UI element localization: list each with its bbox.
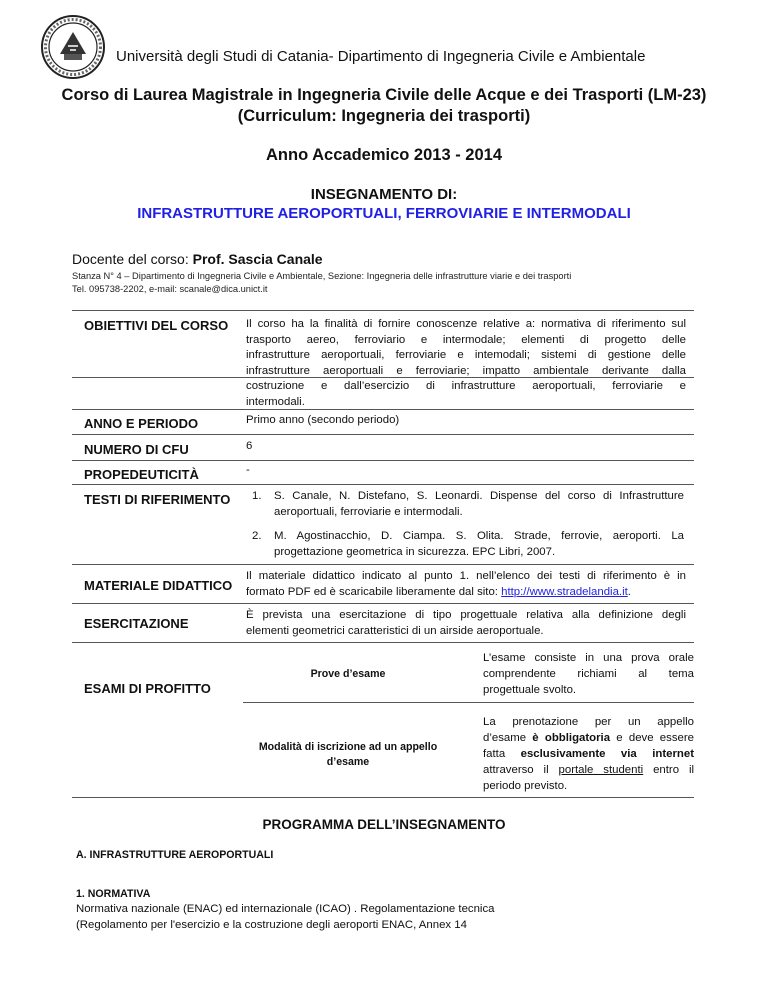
programma-line: (Regolamento per l'esercizio e la costruzione degli aeroporti ENAC, Annex 14 — [76, 919, 467, 931]
obiettivi-line: Il corso ha la finalità di fornire conoscenze relative a: normativa di riferimento sul — [246, 318, 686, 330]
testi-line: progettazione geometrica in sicurezza. EPC Libri, 2007. — [274, 545, 556, 558]
iscrizione-label-line: d’esame — [326, 756, 370, 768]
obiettivi-label: OBIETTIVI DEL CORSO — [84, 318, 229, 333]
cfu-value: 6 — [246, 440, 253, 452]
academic-year: Anno Accademico 2013 - 2014 — [266, 146, 502, 164]
row-divider — [72, 409, 694, 410]
teacher-prefix: Docente del corso: — [72, 251, 193, 267]
curriculum-title: (Curriculum: Ingegneria dei trasporti) — [237, 107, 531, 125]
section-a-title: A. INFRASTRUTTURE AEROPORTUALI — [76, 849, 274, 861]
iscrizione-label — [243, 740, 453, 770]
testi-line: M. Agostinacchio, D. Ciampa. S. Olita. Strade, ferrovie, aeroporti. La — [274, 530, 684, 542]
teacher-contact: Tel. 095738-2202, e-mail: scanale@dica.unict.it — [72, 284, 268, 294]
list-number: 1. — [252, 490, 262, 502]
insegnamento-name: INFRASTRUTTURE AEROPORTUALI, FERROVIARIE E INTERMODALI — [137, 205, 631, 222]
university-seal-icon — [40, 14, 106, 80]
esercitazione-label: ESERCITAZIONE — [84, 616, 189, 631]
iscr-text: d’esame — [483, 732, 533, 744]
list-number: 2. — [252, 530, 262, 542]
materiale-line — [246, 585, 686, 601]
teacher-name: Prof. Sascia Canale — [192, 251, 323, 267]
esercitazione-line: elementi geometrici caratteristici di un airside aeroportuale. — [246, 624, 544, 637]
teacher-office: Stanza N° 4 – Dipartimento di Ingegneria Civile e Ambientale, Sezione: Ingegneria delle infrastrutture viarie e dei trasporti — [72, 271, 572, 281]
anno-value: Primo anno (secondo periodo) — [246, 414, 400, 426]
row-divider — [72, 642, 694, 643]
prove-line: progettuale svolto. — [483, 684, 577, 696]
obiettivi-line: infrastrutture aeroportuali e ferroviarie; impatto ambientale derivante dalla — [246, 364, 686, 377]
programma-title: PROGRAMMA DELL’INSEGNAMENTO — [262, 817, 506, 832]
materiale-label: MATERIALE DIDATTICO — [84, 578, 233, 593]
portale-studenti: portale studenti — [558, 764, 644, 776]
iscr-text: fatta — [483, 748, 521, 760]
iscrizione-line: La prenotazione per un appello — [483, 716, 694, 728]
obiettivi-line: intermodali. — [246, 395, 305, 408]
iscr-text: attraverso il — [483, 764, 559, 776]
insegnamento-label: INSEGNAMENTO DI: — [310, 186, 458, 203]
testi-label: TESTI DI RIFERIMENTO — [84, 492, 231, 507]
testi-line: S. Canale, N. Distefano, S. Leonardi. Dispense del corso di Infrastrutture — [274, 490, 684, 502]
obiettivi-text — [246, 317, 686, 410]
materiale-prefix: formato PDF ed è scaricabile liberamente dal sito: — [246, 585, 502, 598]
iscrizione-label-line: Modalità di iscrizione ad un appello — [258, 741, 438, 753]
obiettivi-line: infrastrutture aeroportuali, ferroviarie e intemodali; sistemi di gestione delle — [246, 349, 686, 361]
page-header — [40, 8, 740, 92]
esami-label: ESAMI DI PROFITTO — [84, 681, 211, 696]
row-divider — [72, 603, 694, 604]
anno-label: ANNO E PERIODO — [84, 416, 199, 431]
materiale-line: Il materiale didattico indicato al punto 1. nell’elenco dei testi di riferimento è in — [246, 570, 686, 582]
row-divider — [72, 460, 694, 461]
iscr-bold: esclusivamente via internet — [520, 748, 694, 760]
normativa-title: 1. NORMATIVA — [76, 888, 151, 900]
iscrizione-line — [483, 730, 694, 746]
cfu-label: NUMERO DI CFU — [84, 442, 189, 457]
iscrizione-text — [483, 714, 694, 794]
iscrizione-line — [483, 762, 694, 778]
propedeuticita-label: PROPEDEUTICITÀ — [84, 467, 199, 482]
row-divider — [72, 484, 694, 485]
prove-text — [483, 650, 694, 698]
university-department-line: Università degli Studi di Catania- Dipartimento di Ingegneria Civile e Ambientale — [116, 48, 646, 65]
esercitazione-text — [246, 608, 686, 639]
course-title: Corso di Laurea Magistrale in Ingegneria Civile delle Acque e dei Trasporti (LM-23) — [61, 86, 707, 104]
programma-line: Normativa nazionale (ENAC) ed internazionale (ICAO) . Regolamentazione tecnica — [76, 903, 495, 915]
iscr-text: e deve essere — [610, 732, 694, 744]
obiettivi-line: trasporto aereo, ferroviario e intermodale; elementi di progetto delle — [246, 333, 686, 346]
obiettivi-line: costruzione e dall’esercizio di infrastrutture aeroportuali, ferroviarie e — [246, 380, 686, 392]
teacher-line — [72, 251, 323, 267]
iscrizione-line: periodo previsto. — [483, 780, 568, 792]
stradelandia-link[interactable]: http://www.stradelandia.it — [501, 585, 628, 598]
row-divider — [243, 702, 694, 703]
materiale-text — [246, 569, 686, 600]
testi-line: aeroportuali, ferroviarie e intermodali. — [274, 505, 463, 518]
esercitazione-line: È prevista una esercitazione di tipo progettuale relativa alla definizione degli — [246, 609, 686, 621]
iscr-text: entro il — [643, 764, 695, 776]
row-divider — [72, 797, 694, 798]
materiale-suffix: . — [627, 585, 631, 598]
row-divider — [72, 434, 694, 435]
iscr-bold: è obbligatoria — [532, 732, 611, 744]
row-divider — [72, 564, 694, 565]
prove-line: comprendente richiami al tema — [483, 668, 694, 680]
propedeuticita-value: - — [246, 464, 250, 476]
prove-line: L’esame consiste in una prova orale — [483, 652, 694, 664]
prove-label: Prove d’esame — [310, 668, 386, 680]
iscrizione-line — [483, 746, 694, 762]
